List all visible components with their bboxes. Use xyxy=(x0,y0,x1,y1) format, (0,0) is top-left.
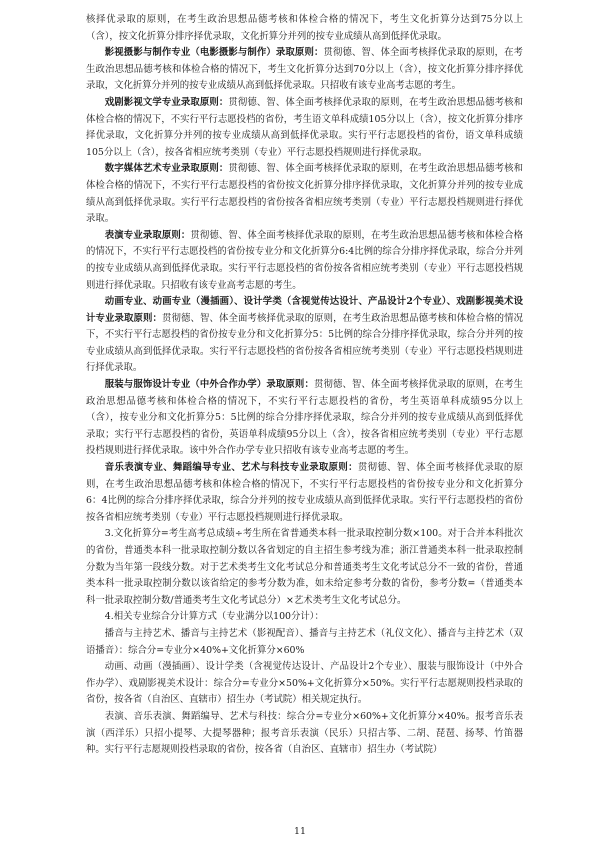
paragraph-1: 核择优录取的原则，在考生政治思想品德考核和体检合格的情况下，考生文化折算分达到75分以上（含），按文化折算分排序择优录取，文化折算分并列的按专业成绩从高到低择优录取。 xyxy=(86,14,523,42)
paragraph-performance-formula: 表演、音乐表演、舞蹈编导、艺术与科技：综合分=专业分×60%+文化折算分×40%。报考音乐表演（西洋乐）只招小提琴、大提琴器种；报考音乐表演（民乐）只招古筝、二胡、琵琶、扬琴、竹笛器种。实行平行志愿规则投档录取的省份，按各省（自治区、直辖市）招生办（考试院） xyxy=(86,710,523,756)
section-heading: 数字媒体艺术专业录取原则： xyxy=(104,163,229,175)
paragraph-drama-literature: 戏剧影视文学专业录取原则：贯彻德、智、体全面考核择优录取的原则，在考生政治思想品德考核和体检合格的情况下，不实行平行志愿投档的省份，考生语文单科成绩105分以上（含），按文化折算分排序择优录取，文化折算分并列的按专业成绩从高到低择优录取。实行平行志愿投档的省份，语文单科成绩105分以上（含），按各省相应统考类别（专业）平行志愿投档规则进行择优录取。 xyxy=(86,96,523,158)
section-heading: 服装与服饰设计专业（中外合作办学）录取原则： xyxy=(104,379,314,391)
paragraph-composite-score-intro: 4.相关专业综合分计算方式（专业满分以100分计）： xyxy=(104,611,324,623)
paragraph-music-dance: 音乐表演专业、舞蹈编导专业、艺术与科技专业录取原则：贯彻德、智、体全面考核择优录取的原则，在考生政治思想品德考核和体检合格的情况下，不实行平行志愿投档的省份按专业分和文化折算分6：4比例的综合分排序择优录取，综合分并列的按专业成绩从高到低择优录取。实行平行志愿投档的省份按各省相应统考类别（专业）平行志愿投档规则进行择优录取。 xyxy=(86,462,523,523)
paragraph-animation-design: 动画专业、动画专业（漫插画）、设计学类（含视觉传达设计、产品设计2个专业）、戏剧影视美术设计专业录取原则：贯彻德、智、体全面考核择优录取的原则，在考生政治思想品德考核和体检合格的情况下，不实行平行志愿投档的省份按专业分和文化折算分5：5比例的综合分排序择优录取，综合分并列的按专业成绩从高到低择优录取。实行平行志愿投档的省份按各省相应统考类别（专业）平行志愿投档规则进行择优录取。 xyxy=(86,296,523,374)
paragraph-animation-formula: 动画、动画（漫插画）、设计学类（含视觉传达设计、产品设计2个专业）、服装与服饰设计（中外合作办学）、戏剧影视美术设计：综合分=专业分×50%+文化折算分×50%。实行平行志愿规则投档录取的省份，按各省（自治区、直辖市）招生办（考试院）相关规定执行。 xyxy=(86,661,523,706)
section-heading: 影视摄影与制作专业（电影摄影与制作）录取原则： xyxy=(104,47,324,59)
section-heading: 表演专业录取原则： xyxy=(104,229,191,241)
page-number: 11 xyxy=(294,826,306,837)
paragraph-performance: 表演专业录取原则：贯彻德、智、体全面考核择优录取的原则，在考生政治思想品德考核和体检合格的情况下，不实行平行志愿投档的省份按专业分和文化折算分6:4比例的综合分排序择优录取，综合分并列的按专业成绩从高到低择优录取。实行平行志愿投档的省份按各省相应统考类别（专业）平行志愿投档规则进行择优录取。只招收有该专业高考志愿的考生。 xyxy=(86,229,523,291)
section-heading: 戏剧影视文学专业录取原则： xyxy=(104,96,229,108)
section-heading: 音乐表演专业、舞蹈编导专业、艺术与科技专业录取原则： xyxy=(104,462,358,474)
section-heading: 动画专业、动画专业（漫插画）、设计学类（含视觉传达设计、产品设计2个专业）、戏剧影视美术设计专业录取原则： xyxy=(86,296,523,324)
paragraph-broadcasting-formula: 播音与主持艺术、播音与主持艺术（影视配音）、播音与主持艺术（礼仪文化）、播音与主持艺术（双语播音）：综合分=专业分×40%+文化折算分×60% xyxy=(86,627,523,656)
paragraph-fashion-design: 服装与服饰设计专业（中外合作办学）录取原则：贯彻德、智、体全面考核择优录取的原则，在考生政治思想品德考核和体检合格的情况下，不实行平行志愿投档的省份，考生英语单科成绩95分以上（含），按专业分和文化折算分5：5比例的综合分排序择优录取，综合分并列的按专业成绩从高到低择优录取；实行平行志愿投档的省份，英语单科成绩95分以上（含），按各省相应统考类别（专业）平行志愿投档规则进行择优录取。该中外合作办学专业只招收有该专业高考志愿的考生。 xyxy=(86,379,523,457)
paragraph-digital-media: 数字媒体艺术专业录取原则：贯彻德、智、体全面考核择优录取的原则，在考生政治思想品德考核和体检合格的情况下，不实行平行志愿投档的省份按文化折算分排序择优录取，文化折算分并列的按专业成绩从高到低择优录取。实行平行志愿投档的省份按各省相应统考类别（专业）平行志愿投档规则进行择优录取。 xyxy=(86,163,523,225)
paragraph-culture-score-formula: 3.文化折算分=考生高考总成绩÷考生所在省普通类本科一批录取控制分数×100。对于合并本科批次的省份，普通类本科一批录取控制分数以各省划定的自主招生参考线为准；浙江普通类本科一批录取控制分数为当年第一段线分数。对于艺术类考生文化考试总分和普通类考生文化考试总分不一致的省份，普通类本科一批录取控制分数以该省给定的参考分数为准，如未给定参考分数的省份，参考分数=（普通类本科一批录取控制分数/普通类考生文化考试总分）×艺术类考生文化考试总分。 xyxy=(86,528,523,606)
paragraph-film-photography: 影视摄影与制作专业（电影摄影与制作）录取原则：贯彻德、智、体全面考核择优录取的原则，在考生政治思想品德考核和体检合格的情况下，考生文化折算分达到70分以上（含），按文化折算分排序择优录取，文化折算分并列的按专业成绩从高到低择优录取。只招收有该专业高考志愿的考生。 xyxy=(86,47,523,92)
